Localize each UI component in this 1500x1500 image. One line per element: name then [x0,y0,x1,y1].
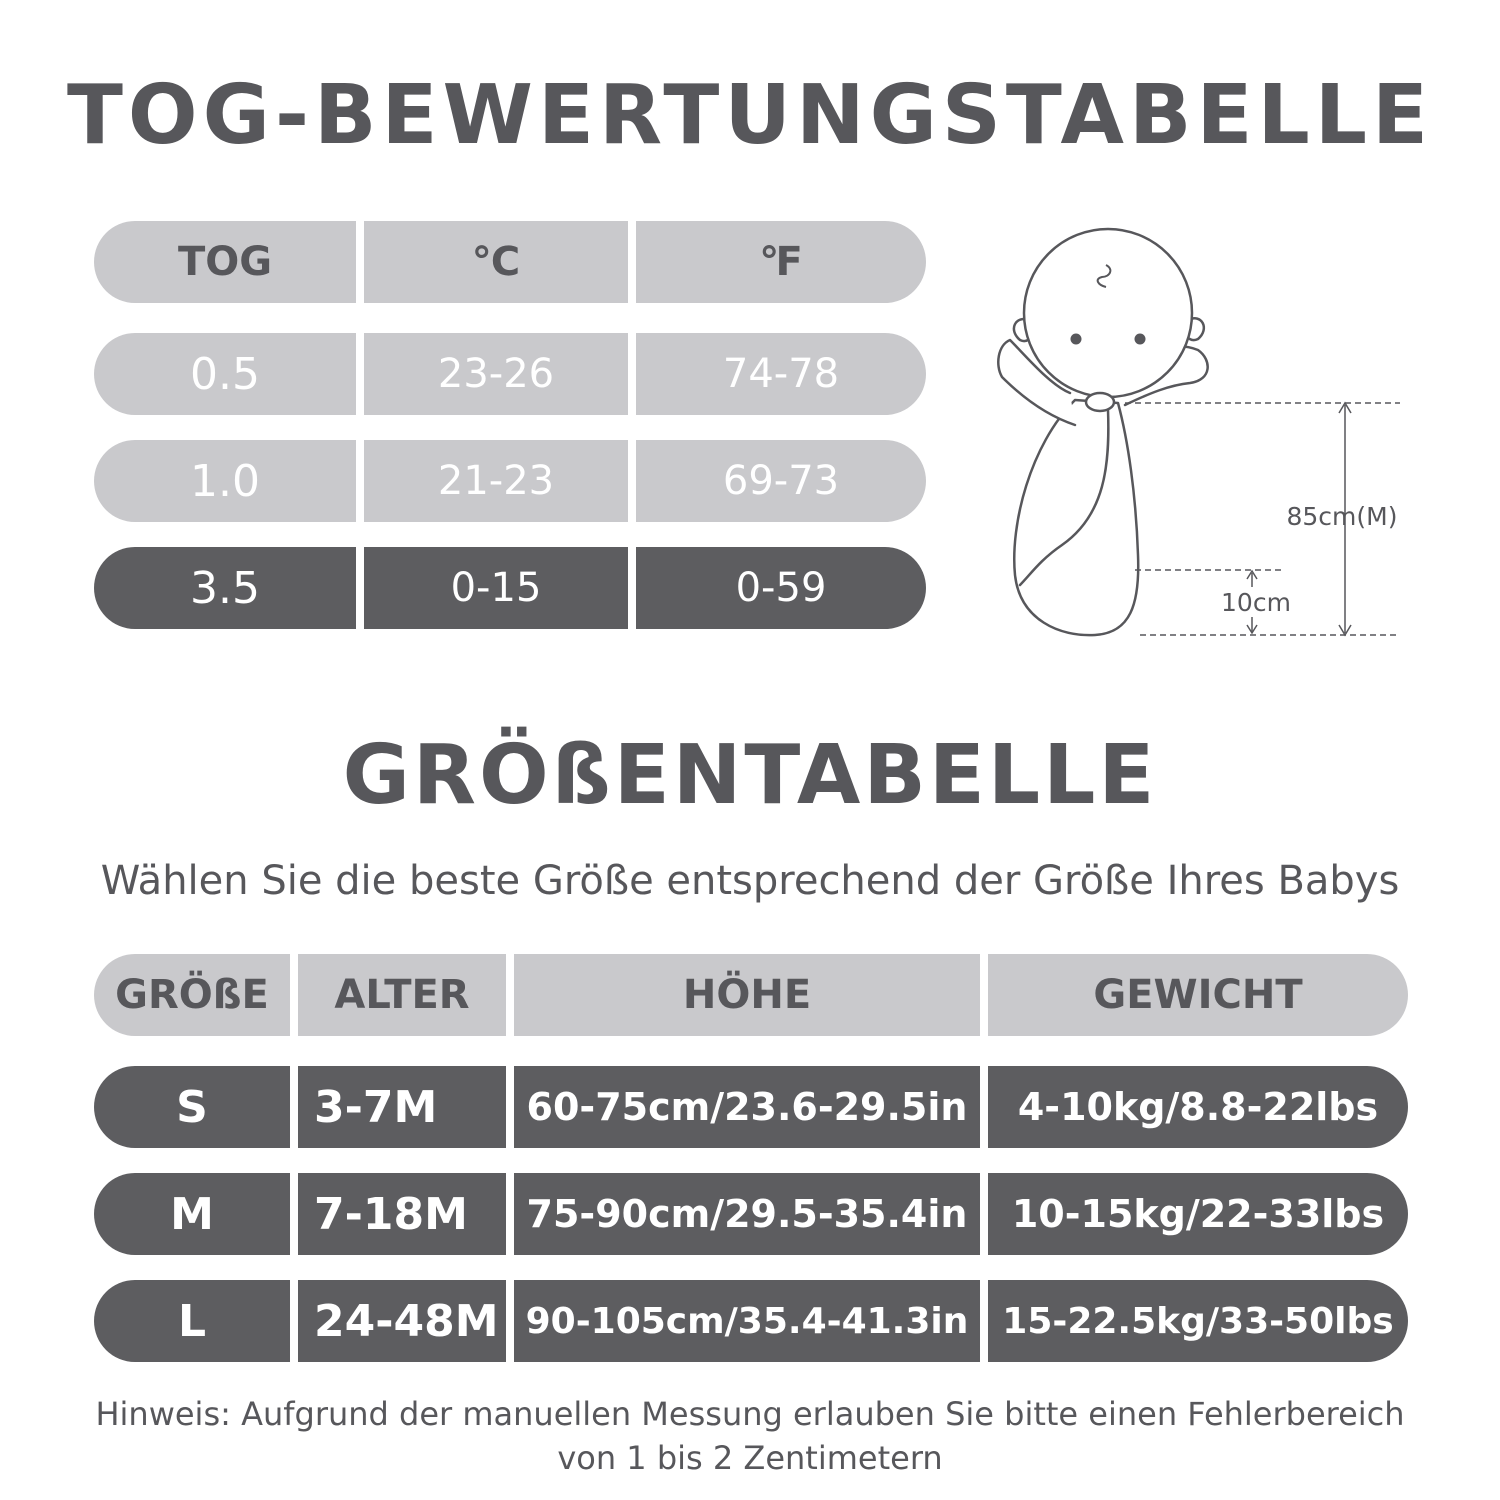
tog-header-row [94,221,926,303]
sleeping-bag-body [1014,400,1138,635]
tog-fahrenheit: 69-73 [636,440,926,522]
neck-opening [1086,393,1114,411]
measurement-note [0,1392,1500,1480]
tog-celsius: 0-15 [364,547,628,629]
tog-value: 3.5 [94,547,356,629]
tog-celsius: 21-23 [364,440,628,522]
weight-value: 15-22.5kg/33-50lbs [988,1280,1408,1362]
age-value: 7-18M [298,1173,506,1255]
size-value: L [94,1280,290,1362]
tog-header-fahrenheit: ℉ [636,221,926,303]
size-value: M [94,1173,290,1255]
age-value: 24-48M [298,1280,506,1362]
baby-sleeping-bag-illustration [990,225,1410,655]
tog-celsius: 23-26 [364,333,628,415]
tog-row [94,333,926,415]
weight-value: 4-10kg/8.8-22lbs [988,1066,1408,1148]
size-header-row [94,954,1408,1036]
left-eye [1071,334,1082,345]
size-header-weight: GEWICHT [988,954,1408,1036]
size-table-title: GRÖßENTABELLE [342,728,1158,823]
tog-row [94,547,926,629]
size-table-subtitle: Wählen Sie die beste Größe entsprechend der Größe Ihres Babys [100,858,1400,904]
size-header-size: GRÖßE [94,954,290,1036]
size-value: S [94,1066,290,1148]
note-line-2: von 1 bis 2 Zentimetern [557,1439,943,1477]
size-header-age: ALTER [298,954,506,1036]
length-label: 85cm(M) [1286,502,1398,531]
size-row [94,1173,1408,1255]
tog-header-tog: TOG [94,221,356,303]
weight-value: 10-15kg/22-33lbs [988,1173,1408,1255]
tog-fahrenheit: 74-78 [636,333,926,415]
note-line-1: Hinweis: Aufgrund der manuellen Messung erlauben Sie bitte einen Fehlerbereich [95,1395,1405,1433]
tog-header-celsius: ℃ [364,221,628,303]
height-value: 90-105cm/35.4-41.3in [514,1280,980,1362]
foot-label: 10cm [1221,588,1291,617]
tog-value: 1.0 [94,440,356,522]
age-value: 3-7M [298,1066,506,1148]
height-value: 75-90cm/29.5-35.4in [514,1173,980,1255]
size-header-height: HÖHE [514,954,980,1036]
height-value: 60-75cm/23.6-29.5in [514,1066,980,1148]
tog-table-title: TOG-BEWERTUNGSTABELLE [67,68,1433,163]
tog-value: 0.5 [94,333,356,415]
size-row [94,1280,1408,1362]
size-row [94,1066,1408,1148]
tog-row [94,440,926,522]
right-eye [1135,334,1146,345]
tog-fahrenheit: 0-59 [636,547,926,629]
baby-head [1024,229,1192,397]
